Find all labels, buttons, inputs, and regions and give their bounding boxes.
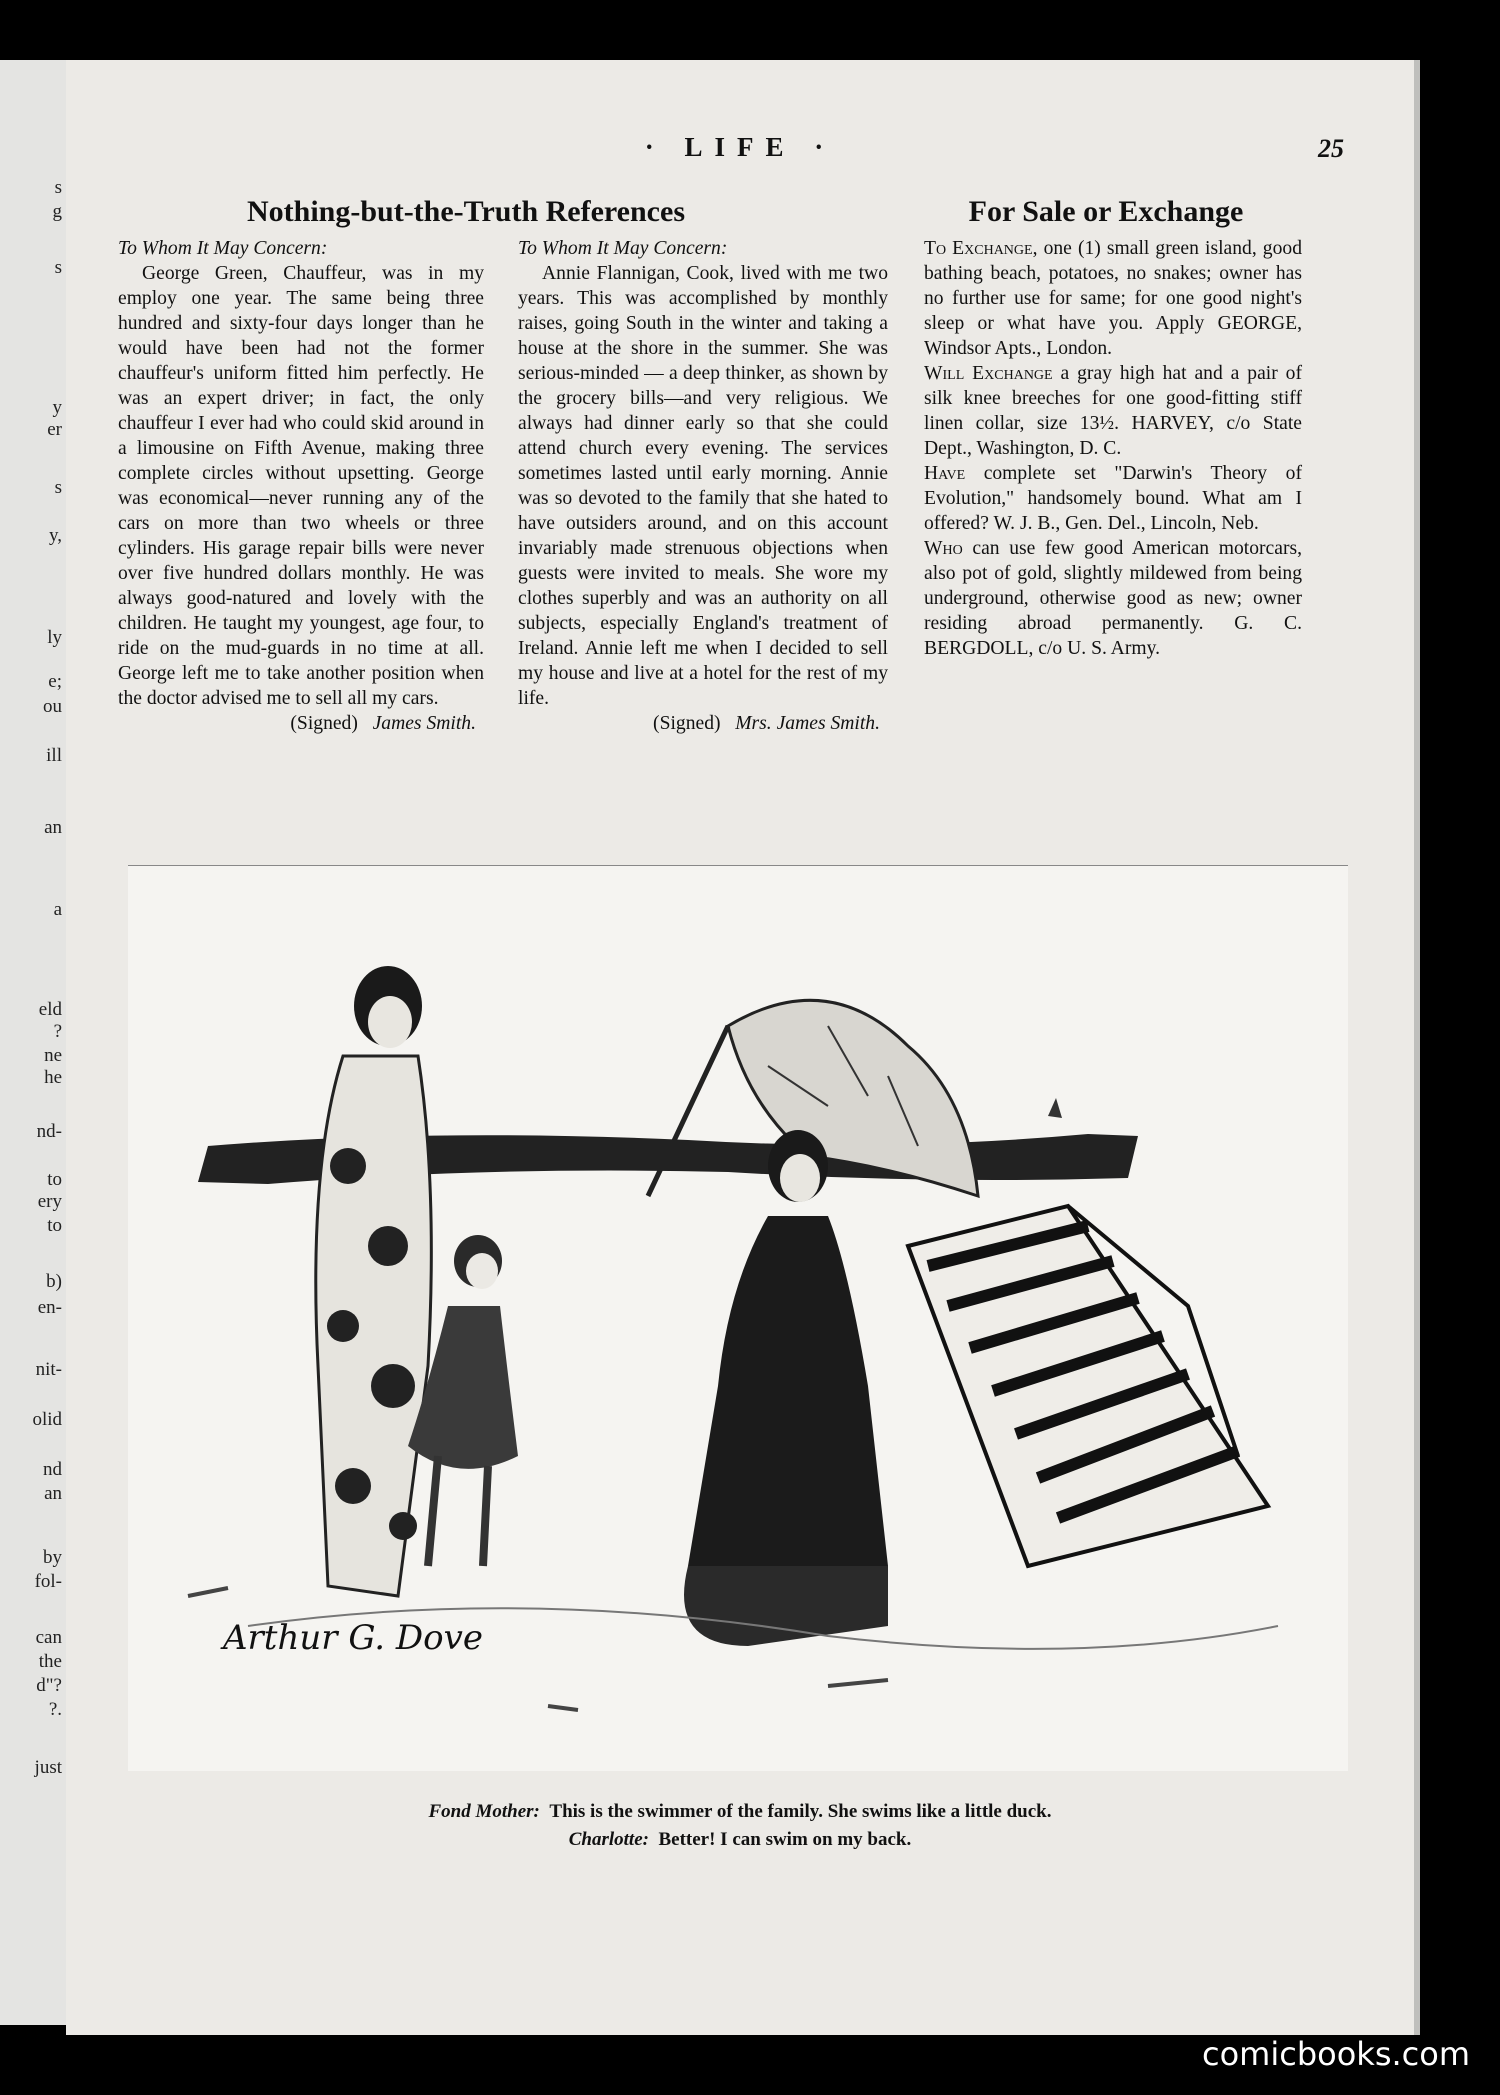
salutation: To Whom It May Concern: bbox=[518, 238, 728, 259]
artist-signature: Arthur G. Dove bbox=[223, 1618, 483, 1658]
salutation: To Whom It May Concern: bbox=[118, 238, 328, 259]
facing-page-fragment: e; bbox=[48, 671, 62, 692]
facing-page-fragment: olid bbox=[32, 1409, 62, 1430]
caption-line-two bbox=[66, 1826, 1414, 1854]
facing-page-fragment: g bbox=[52, 201, 62, 222]
facing-page-fragment: d"? bbox=[36, 1675, 62, 1696]
classified-ads bbox=[924, 236, 1302, 661]
facing-page-fragment: just bbox=[34, 1757, 62, 1778]
ad-lead: Have bbox=[924, 463, 966, 484]
magazine-page bbox=[66, 60, 1414, 2035]
reference-george bbox=[118, 236, 484, 736]
facing-page-fragment: nd- bbox=[36, 1121, 62, 1142]
ad-lead: To Exchange, bbox=[924, 238, 1038, 259]
sale-exchange-title: For Sale or Exchange bbox=[968, 195, 1244, 228]
facing-page-fragment: ?. bbox=[48, 1699, 62, 1720]
ad-body: complete set "Darwin's Theory of Evolution," handsomely bound. What am I offered? W. J. B., Gen. Del., Lincoln, Neb. bbox=[924, 463, 1302, 534]
signature-line bbox=[118, 711, 484, 736]
facing-page-fragment: ? bbox=[53, 1021, 62, 1042]
reference-body: George Green, Chauffeur, was in my employ one year. The same being three hundred and sixty-four days longer than he would have been had not the former chauffeur's uniform fitted him perfectly. He was an expert driver; in fact, the only chauffeur I ever had who could skid around in a limousine on Fifth Avenue, making three complete circles without upsetting. George was economical—never running any of the cars on more than two wheels or three cylinders. His garage repair bills were never over five hundred dollars monthly. He was always good-natured and lovely with the children. He taught my youngest, age four, to ride on the mud-guards in no time at all. George left me to take another position when the doctor advised me to sell all my cars. bbox=[118, 263, 484, 709]
caption-line-one bbox=[66, 1798, 1414, 1826]
references-title: Nothing-but-the-Truth References bbox=[246, 195, 685, 228]
facing-page-fragment: to bbox=[47, 1215, 62, 1236]
caption-speaker: Charlotte: bbox=[568, 1829, 649, 1850]
facing-page-fragment: en- bbox=[37, 1297, 62, 1318]
facing-page-fragment: a bbox=[53, 899, 62, 920]
signer-name: Mrs. James Smith. bbox=[735, 713, 880, 734]
facing-page-fragment: b) bbox=[46, 1271, 62, 1292]
signed-label: (Signed) bbox=[290, 713, 358, 734]
facing-page-fragment: to bbox=[47, 1169, 62, 1190]
facing-page-fragment: nd bbox=[43, 1459, 62, 1480]
facing-page-fragment: can bbox=[35, 1627, 62, 1648]
facing-page-fragment: he bbox=[44, 1067, 62, 1088]
ad-lead: Who bbox=[924, 538, 963, 559]
page-number: 25 bbox=[1318, 134, 1344, 163]
caption-text: This is the swimmer of the family. She swims like a little duck. bbox=[549, 1801, 1052, 1822]
facing-page-fragment: an bbox=[44, 1483, 62, 1504]
reference-body: Annie Flannigan, Cook, lived with me two years. This was accomplished by monthly raises, going South in the winter and taking a house at the shore in the summer. She was serious-minded — a deep thinker, as shown by the grocery bills—and very religious. We always had dinner early so that she could attend church every evening. The services sometimes lasted until early morning. Annie was so devoted to the family that she hated to have outsiders around, and on this account invariably made strenuous objections when guests were invited to meals. She wore my clothes superbly and was an authority on all subjects, especially England's treatment of Ireland. Annie left me when I decided to sell my house and live at a hotel for the rest of my life. bbox=[518, 263, 888, 709]
facing-page-edge bbox=[0, 60, 66, 2025]
facing-page-fragment: s bbox=[54, 257, 62, 278]
classified-ad bbox=[924, 236, 1302, 361]
facing-page-fragment: by bbox=[43, 1547, 62, 1568]
facing-page-fragment: y, bbox=[48, 525, 62, 546]
striped-deck-chair bbox=[908, 1206, 1268, 1566]
facing-page-fragment: ly bbox=[47, 627, 62, 648]
facing-page-fragment: ery bbox=[37, 1191, 62, 1212]
classified-ad bbox=[924, 536, 1302, 661]
facing-page-fragment: ill bbox=[46, 745, 62, 766]
signature-line bbox=[518, 711, 888, 736]
classified-ad bbox=[924, 461, 1302, 536]
ad-body: can use few good American motorcars, also pot of gold, slightly mildewed from being underground, otherwise good as new; owner residing abroad permanently. G. C. BERGDOLL, c/o U. S. Army. bbox=[924, 538, 1302, 659]
facing-page-fragment: an bbox=[44, 817, 62, 838]
facing-page-fragment: the bbox=[38, 1651, 62, 1672]
beach-illustration bbox=[128, 865, 1348, 1771]
facing-page-fragment: ou bbox=[43, 696, 62, 717]
signed-label: (Signed) bbox=[653, 713, 721, 734]
caption-speaker: Fond Mother: bbox=[428, 1801, 540, 1822]
watermark: comicbooks.com bbox=[1201, 2035, 1470, 2073]
facing-page-fragment: ne bbox=[44, 1045, 62, 1066]
facing-page-fragment: s bbox=[54, 177, 62, 198]
ad-body: one (1) small green island, good bathing beach, potatoes, no snakes; owner has no further use for same; for one good night's sleep or what have you. Apply GEORGE, Windsor Apts., London. bbox=[924, 238, 1302, 359]
facing-page-fragment: er bbox=[47, 419, 62, 440]
facing-page-fragment: fol- bbox=[34, 1571, 62, 1592]
sailboat bbox=[1048, 1098, 1062, 1118]
ad-body: a gray high hat and a pair of silk knee breeches for one good-fitting stiff linen collar, size 13½. HARVEY, c/o State Dept., Washington, D. C. bbox=[924, 363, 1302, 459]
ad-lead: Will Exchange bbox=[924, 363, 1053, 384]
reference-annie bbox=[518, 236, 888, 736]
page-edge-shadow bbox=[1414, 60, 1420, 2035]
facing-page-fragment: s bbox=[54, 477, 62, 498]
facing-page-fragment: nit- bbox=[35, 1359, 62, 1380]
caption-text: Better! I can swim on my back. bbox=[658, 1829, 912, 1850]
facing-page-fragment: eld bbox=[38, 999, 62, 1020]
illustration-caption bbox=[66, 1798, 1414, 1854]
running-head: · LIFE · bbox=[644, 132, 836, 162]
facing-page-fragment: y bbox=[52, 397, 62, 418]
seated-woman bbox=[684, 1130, 888, 1646]
standing-mother bbox=[316, 966, 432, 1596]
signer-name: James Smith. bbox=[372, 713, 476, 734]
classified-ad bbox=[924, 361, 1302, 461]
